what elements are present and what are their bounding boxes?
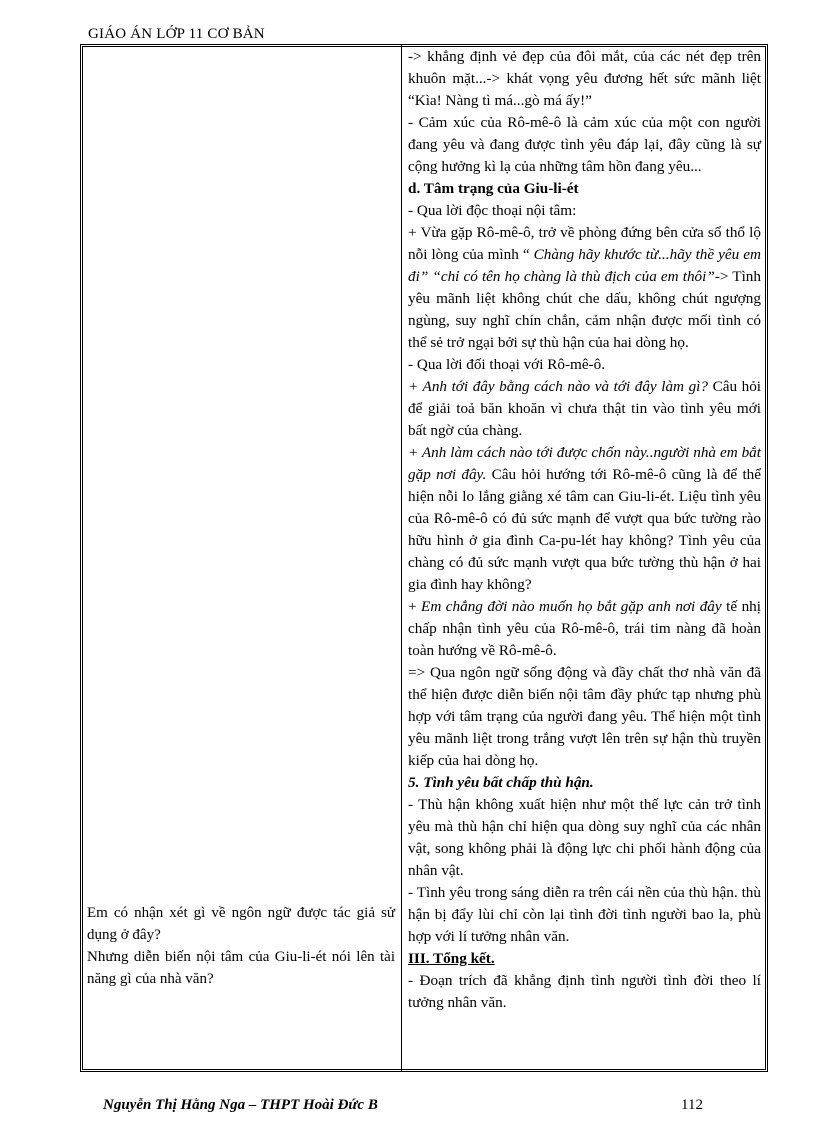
page-header-title: GIÁO ÁN LỚP 11 CƠ BẢN <box>88 26 265 42</box>
paragraph: - Thù hận không xuất hiện như một thế lực cản trở tình yêu mà thù hận chỉ hiện qua dòng suy nghĩ của các nhân vật, song không phải là động lực chi phối hành động của nhân vật. <box>408 796 761 879</box>
paragraph <box>408 376 761 442</box>
paragraph: - Qua lời độc thoại nội tâm: <box>408 202 577 219</box>
paragraph <box>408 596 761 662</box>
teacher-questions-column <box>87 902 395 990</box>
content-column <box>408 46 761 1014</box>
paragraph: - Tình yêu trong sáng diễn ra trên cái nền của thù hận. thù hận bị đẩy lùi chỉ còn lại tình đời tình người bao la, phù hợp với lí tưởng nhân văn. <box>408 884 761 945</box>
page-number: 112 <box>681 1097 703 1113</box>
paragraph <box>408 442 761 596</box>
section-heading-iii: III. Tổng kết. <box>408 950 495 967</box>
quote-italic: Em chẳng đời nào muốn họ bắt gặp anh nơi đây <box>421 598 722 615</box>
quote-italic: Chàng hãy khước từ...hãy thề yêu em đi” “chỉ có tên họ chàng là thù địch của em thôi” <box>408 246 761 285</box>
paragraph: - Cảm xúc của Rô-mê-ô là cảm xúc của một con người đang yêu và đang được tình yêu đáp lại, đây cũng là sự cộng hưởng kì lạ của những tâm hồn đang yêu... <box>408 114 761 175</box>
question-talent: Nhưng diễn biến nội tâm của Giu-li-ét nói lên tài năng gì của nhà văn? <box>87 949 395 987</box>
paragraph: => Qua ngôn ngữ sống động và đầy chất thơ nhà văn đã thể hiện được diễn biến nội tâm đầy phức tạp nhưng phù hợp với tâm trạng của người đang yêu. Thể hiện một tình yêu mãnh liệt trong trắng vượt lên trên sự hận thù truyền kiếp của hai dòng họ. <box>408 664 761 769</box>
section-heading-5: 5. Tình yêu bất chấp thù hận. <box>408 774 594 791</box>
text-run: -> Tình yêu mãnh liệt không chút che dấu, không chút ngượng ngùng, suy nghĩ chín chắn, cảm nhận được mối tình có thể sẻ trở ngại bởi sự thù hận của hai dòng họ. <box>408 268 761 351</box>
footer-author: Nguyễn Thị Hằng Nga – THPT Hoài Đức B <box>103 1097 378 1113</box>
question-language: Em có nhận xét gì về ngôn ngữ được tác giả sử dụng ở đây? <box>87 905 395 943</box>
text-run: Câu hỏi hướng tới Rô-mê-ô cũng là để thể hiện nỗi lo lắng giằng xé tâm can Giu-li-ét. Liệu tình yêu của Rô-mê-ô có đủ sức mạnh để vượt qua bức tường rào hữu hình ở gia đình Ca-pu-lét hay không? Tình yêu của chàng có đủ sức mạnh vượt qua bức tường thù hận ở hai gia đình hay không? <box>408 466 762 593</box>
text-run: + <box>408 598 422 615</box>
paragraph: - Qua lời đối thoại với Rô-mê-ô. <box>408 356 606 373</box>
paragraph <box>408 222 761 354</box>
paragraph: - Đoạn trích đã khẳng định tình người tình đời theo lí tưởng nhân văn. <box>408 972 761 1011</box>
paragraph: -> khẳng định vẻ đẹp của đôi mắt, của các nét đẹp trên khuôn mặt...-> khát vọng yêu đương hết sức mãnh liệt “Kìa! Nàng tì má...gò má ấy!” <box>408 48 761 109</box>
column-divider <box>401 44 402 1072</box>
quote-italic: + Anh làm cách nào tới được chốn này..người nhà em bắt gặp nơi đây. <box>408 444 761 483</box>
quote-italic: + Anh tới đây bằng cách nào và tới đây làm gì? <box>408 378 708 395</box>
section-heading-d: d. Tâm trạng của Giu-li-ét <box>408 180 579 197</box>
text-run: tế nhị chấp nhận tình yêu của Rô-mê-ô, trái tim nàng đã hoàn toàn hướng về Rô-mê-ô. <box>408 598 761 659</box>
text-run: Câu hỏi để giải toả băn khoăn vì chưa thật tin vào tình yêu mới bất ngờ của chàng. <box>408 378 762 439</box>
text-run: + Vừa gặp Rô-mê-ô, trở về phòng đứng bên cửa sổ thổ lộ nỗi lòng của mình “ <box>408 224 761 263</box>
